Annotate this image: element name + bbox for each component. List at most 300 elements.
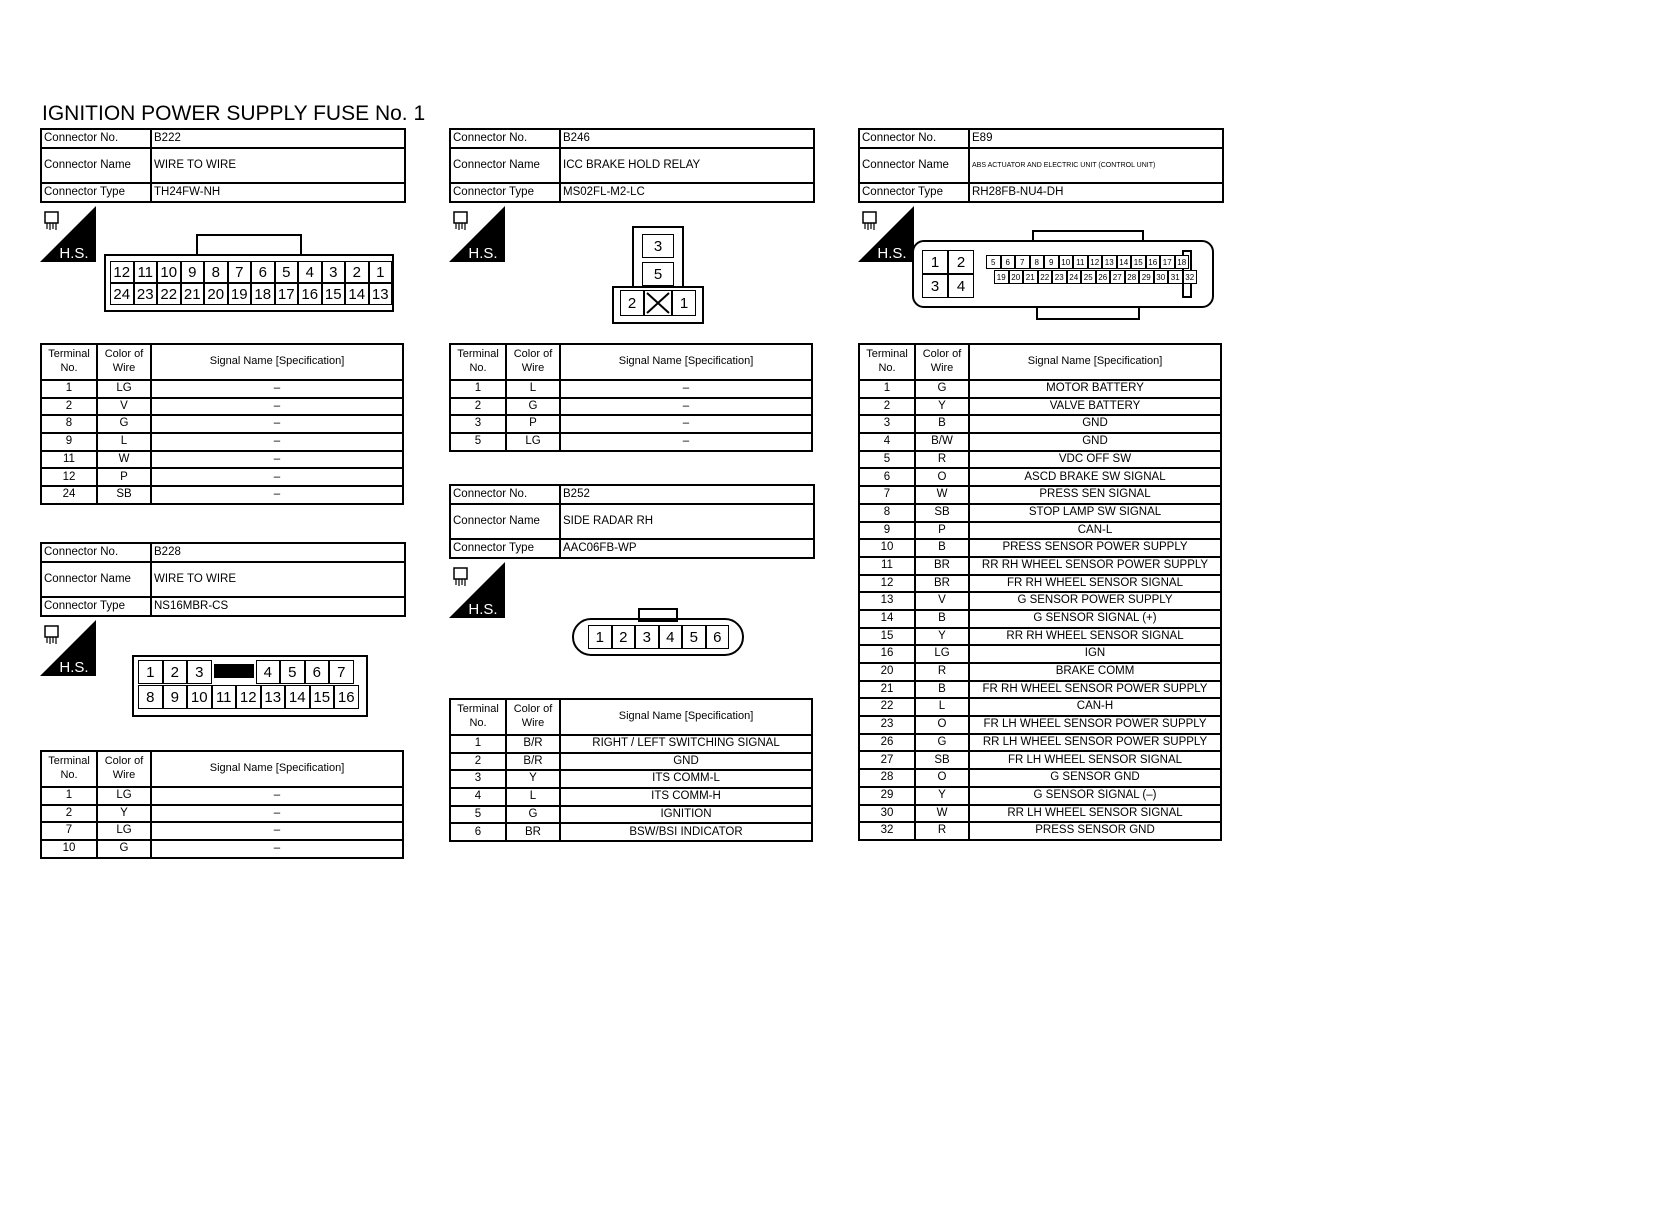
wire-color-cell: P <box>915 522 969 540</box>
wire-color-cell: R <box>915 822 969 840</box>
table-row <box>859 663 1221 681</box>
terminal-no-cell: 1 <box>41 787 97 805</box>
connector-pin: 11 <box>134 261 158 283</box>
label-connector-no: Connector No. <box>41 543 151 562</box>
connector-pin: 12 <box>110 261 134 283</box>
signal-name-cell: – <box>151 380 403 398</box>
table-row <box>859 698 1221 716</box>
connector-info-b228 <box>40 542 406 617</box>
terminal-no-cell: 5 <box>450 806 506 824</box>
harness-side-icon <box>40 620 96 676</box>
wire-color-cell: LG <box>97 787 151 805</box>
harness-side-icon <box>449 562 505 618</box>
signal-name-cell: – <box>151 415 403 433</box>
connector-pin: 26 <box>1096 270 1111 284</box>
header-signal-name: Signal Name [Specification] <box>969 344 1221 380</box>
connector-pin: 9 <box>181 261 205 283</box>
terminal-no-cell: 11 <box>859 557 915 575</box>
wire-color-cell: B/R <box>506 735 560 753</box>
connector-name-value: WIRE TO WIRE <box>151 562 405 597</box>
terminal-no-cell: 9 <box>41 433 97 451</box>
connector-pin: 4 <box>298 261 322 283</box>
connector-no-value: B222 <box>151 129 405 148</box>
wire-color-cell: G <box>97 415 151 433</box>
table-row <box>859 822 1221 840</box>
label-connector-name: Connector Name <box>450 148 560 183</box>
hs-label: H.S. <box>59 245 89 262</box>
table-row <box>41 787 403 805</box>
connector-pin: 23 <box>1052 270 1067 284</box>
wire-color-cell: B <box>915 681 969 699</box>
connector-type-value: RH28FB-NU4-DH <box>969 183 1223 202</box>
table-row <box>41 468 403 486</box>
connector-pin: 30 <box>1154 270 1169 284</box>
connector-pin: 3 <box>322 261 346 283</box>
signal-name-cell: RR LH WHEEL SENSOR POWER SUPPLY <box>969 734 1221 752</box>
connector-pin: 32 <box>1183 270 1198 284</box>
signal-name-cell: – <box>151 822 403 840</box>
pin-cavity-blank <box>214 664 254 678</box>
wire-color-cell: B <box>915 539 969 557</box>
signal-name-cell: – <box>151 787 403 805</box>
connector-pin: 10 <box>1059 255 1074 269</box>
connector-pin: 10 <box>187 685 212 709</box>
connector-pin: 15 <box>1131 255 1146 269</box>
signal-name-cell: – <box>151 451 403 469</box>
table-row <box>450 398 812 416</box>
connector-pin: 11 <box>1073 255 1088 269</box>
connector-housing <box>196 234 302 256</box>
blocked-pin-icon <box>644 290 672 316</box>
label-connector-name: Connector Name <box>859 148 969 183</box>
connector-pin: 15 <box>310 685 335 709</box>
wire-color-cell: G <box>97 840 151 858</box>
wire-color-cell: LG <box>915 645 969 663</box>
table-row <box>41 805 403 823</box>
connector-pin: 5 <box>280 660 305 684</box>
terminal-no-cell: 3 <box>450 415 506 433</box>
wire-color-cell: W <box>97 451 151 469</box>
table-row <box>41 433 403 451</box>
connector-pin: 2 <box>948 250 974 274</box>
wire-color-cell: LG <box>506 433 560 451</box>
connector-pin: 3 <box>635 625 659 649</box>
connector-info-e89 <box>858 128 1224 203</box>
terminal-no-cell: 32 <box>859 822 915 840</box>
terminal-no-cell: 7 <box>859 486 915 504</box>
signal-name-cell: ASCD BRAKE SW SIGNAL <box>969 468 1221 486</box>
connector-pin: 15 <box>322 283 346 305</box>
connector-pin: 3 <box>642 234 674 258</box>
signal-name-cell: – <box>151 398 403 416</box>
connector-pin: 21 <box>1023 270 1038 284</box>
harness-side-icon <box>858 206 914 262</box>
table-row <box>859 504 1221 522</box>
terminal-no-cell: 20 <box>859 663 915 681</box>
connector-pin: 3 <box>922 274 948 298</box>
terminal-no-cell: 26 <box>859 734 915 752</box>
table-row <box>859 380 1221 398</box>
table-row <box>859 398 1221 416</box>
connector-pin: 20 <box>1009 270 1024 284</box>
connector-pin: 6 <box>251 261 275 283</box>
wire-color-cell: B <box>915 415 969 433</box>
terminal-no-cell: 27 <box>859 751 915 769</box>
signal-name-cell: – <box>560 433 812 451</box>
signal-name-cell: IGNITION <box>560 806 812 824</box>
connector-pin: 6 <box>706 625 730 649</box>
connector-pin: 13 <box>369 283 393 305</box>
signal-name-cell: PRESS SENSOR POWER SUPPLY <box>969 539 1221 557</box>
connector-pin: 6 <box>1001 255 1016 269</box>
terminal-no-cell: 2 <box>41 398 97 416</box>
connector-pin: 19 <box>228 283 252 305</box>
wire-color-cell: B/R <box>506 753 560 771</box>
table-row <box>450 806 812 824</box>
connector-info-b222 <box>40 128 406 203</box>
signal-name-cell: VDC OFF SW <box>969 451 1221 469</box>
wire-color-cell: L <box>506 788 560 806</box>
signal-name-cell: RR LH WHEEL SENSOR SIGNAL <box>969 805 1221 823</box>
header-terminal-no: Terminal No. <box>450 344 506 380</box>
connector-type-value: NS16MBR-CS <box>151 597 405 616</box>
terminal-table-b252 <box>449 698 813 842</box>
wire-color-cell: BR <box>915 557 969 575</box>
header-terminal-no: Terminal No. <box>41 344 97 380</box>
label-connector-type: Connector Type <box>859 183 969 202</box>
connector-pin: 7 <box>329 660 354 684</box>
signal-name-cell: GND <box>969 433 1221 451</box>
connector-pin: 4 <box>948 274 974 298</box>
table-row <box>41 822 403 840</box>
table-row <box>859 805 1221 823</box>
wire-color-cell: P <box>506 415 560 433</box>
connector-pin: 16 <box>334 685 359 709</box>
terminal-table-b228 <box>40 750 404 859</box>
table-row <box>41 840 403 858</box>
connector-pin: 13 <box>261 685 286 709</box>
signal-name-cell: RIGHT / LEFT SWITCHING SIGNAL <box>560 735 812 753</box>
table-row <box>859 628 1221 646</box>
connector-pin: 17 <box>275 283 299 305</box>
table-row <box>859 468 1221 486</box>
terminal-no-cell: 5 <box>450 433 506 451</box>
table-row <box>859 769 1221 787</box>
connector-pin: 12 <box>1088 255 1103 269</box>
connector-no-value: B252 <box>560 485 814 504</box>
label-connector-no: Connector No. <box>41 129 151 148</box>
connector-pin: 1 <box>672 290 696 316</box>
connector-pin: 7 <box>1015 255 1030 269</box>
terminal-no-cell: 2 <box>450 398 506 416</box>
connector-face-b246 <box>612 226 704 324</box>
terminal-no-cell: 1 <box>450 735 506 753</box>
signal-name-cell: – <box>560 380 812 398</box>
signal-name-cell: – <box>151 840 403 858</box>
wire-color-cell: B/W <box>915 433 969 451</box>
connector-pin: 9 <box>163 685 188 709</box>
terminal-no-cell: 13 <box>859 592 915 610</box>
connector-pin: 1 <box>922 250 948 274</box>
terminal-no-cell: 6 <box>450 823 506 841</box>
wire-color-cell: O <box>915 468 969 486</box>
signal-name-cell: – <box>151 433 403 451</box>
label-connector-type: Connector Type <box>41 183 151 202</box>
signal-name-cell: STOP LAMP SW SIGNAL <box>969 504 1221 522</box>
table-row <box>859 681 1221 699</box>
table-row <box>859 610 1221 628</box>
terminal-no-cell: 2 <box>450 753 506 771</box>
connector-pin: 29 <box>1139 270 1154 284</box>
wire-color-cell: B <box>915 610 969 628</box>
connector-pin: 14 <box>285 685 310 709</box>
terminal-no-cell: 12 <box>859 575 915 593</box>
table-row <box>859 557 1221 575</box>
table-row <box>41 486 403 504</box>
connector-pin: 8 <box>204 261 228 283</box>
connector-pin: 2 <box>163 660 188 684</box>
connector-pin: 5 <box>275 261 299 283</box>
connector-name-value: WIRE TO WIRE <box>151 148 405 183</box>
wire-color-cell: P <box>97 468 151 486</box>
harness-side-icon <box>449 206 505 262</box>
terminal-no-cell: 1 <box>859 380 915 398</box>
connector-no-value: B228 <box>151 543 405 562</box>
connector-pin: 1 <box>369 261 393 283</box>
table-row <box>450 788 812 806</box>
signal-name-cell: CAN-L <box>969 522 1221 540</box>
label-connector-type: Connector Type <box>450 539 560 558</box>
table-row <box>41 380 403 398</box>
wire-color-cell: BR <box>506 823 560 841</box>
connector-pin: 2 <box>612 625 636 649</box>
header-terminal-no: Terminal No. <box>41 751 97 787</box>
connector-pin: 12 <box>236 685 261 709</box>
connector-pin: 19 <box>994 270 1009 284</box>
connector-pin: 14 <box>1117 255 1132 269</box>
wire-color-cell: Y <box>915 787 969 805</box>
signal-name-cell: RR RH WHEEL SENSOR SIGNAL <box>969 628 1221 646</box>
connector-pin: 5 <box>642 262 674 286</box>
table-row <box>450 380 812 398</box>
signal-name-cell: FR LH WHEEL SENSOR POWER SUPPLY <box>969 716 1221 734</box>
wire-color-cell: LG <box>97 822 151 840</box>
connector-pin: 20 <box>204 283 228 305</box>
label-connector-type: Connector Type <box>41 597 151 616</box>
table-row <box>450 433 812 451</box>
header-signal-name: Signal Name [Specification] <box>151 751 403 787</box>
connector-name-value: ABS ACTUATOR AND ELECTRIC UNIT (CONTROL UNIT) <box>969 148 1223 183</box>
connector-pin: 27 <box>1110 270 1125 284</box>
signal-name-cell: G SENSOR SIGNAL (–) <box>969 787 1221 805</box>
signal-name-cell: – <box>151 486 403 504</box>
connector-pin: 8 <box>138 685 163 709</box>
wire-color-cell: G <box>915 734 969 752</box>
wire-color-cell: O <box>915 769 969 787</box>
signal-name-cell: G SENSOR GND <box>969 769 1221 787</box>
terminal-no-cell: 24 <box>41 486 97 504</box>
connector-pin: 16 <box>1146 255 1161 269</box>
connector-pin: 3 <box>187 660 212 684</box>
signal-name-cell: IGN <box>969 645 1221 663</box>
terminal-no-cell: 22 <box>859 698 915 716</box>
connector-type-value: AAC06FB-WP <box>560 539 814 558</box>
terminal-no-cell: 10 <box>859 539 915 557</box>
connector-name-value: SIDE RADAR RH <box>560 504 814 539</box>
label-connector-name: Connector Name <box>41 562 151 597</box>
table-row <box>859 575 1221 593</box>
table-row <box>859 451 1221 469</box>
signal-name-cell: GND <box>969 415 1221 433</box>
header-color-of-wire: Color of Wire <box>506 699 560 735</box>
table-row <box>41 451 403 469</box>
wire-color-cell: Y <box>915 398 969 416</box>
table-row <box>859 787 1221 805</box>
connector-pin: 21 <box>181 283 205 305</box>
table-row <box>859 592 1221 610</box>
terminal-no-cell: 29 <box>859 787 915 805</box>
connector-pin: 5 <box>986 255 1001 269</box>
harness-side-icon <box>40 206 96 262</box>
table-row <box>859 433 1221 451</box>
wire-color-cell: R <box>915 663 969 681</box>
hs-label: H.S. <box>877 245 907 262</box>
hs-label: H.S. <box>59 659 89 676</box>
signal-name-cell: FR RH WHEEL SENSOR POWER SUPPLY <box>969 681 1221 699</box>
terminal-no-cell: 11 <box>41 451 97 469</box>
terminal-no-cell: 8 <box>859 504 915 522</box>
connector-name-value: ICC BRAKE HOLD RELAY <box>560 148 814 183</box>
connector-type-value: MS02FL-M2-LC <box>560 183 814 202</box>
terminal-table-b222 <box>40 343 404 505</box>
table-row <box>450 415 812 433</box>
terminal-no-cell: 30 <box>859 805 915 823</box>
wire-color-cell: O <box>915 716 969 734</box>
wire-color-cell: G <box>915 380 969 398</box>
connector-pin: 8 <box>1030 255 1045 269</box>
label-connector-name: Connector Name <box>41 148 151 183</box>
wire-color-cell: L <box>97 433 151 451</box>
terminal-no-cell: 14 <box>859 610 915 628</box>
connector-pin: 23 <box>134 283 158 305</box>
label-connector-type: Connector Type <box>450 183 560 202</box>
wire-color-cell: G <box>506 398 560 416</box>
terminal-no-cell: 7 <box>41 822 97 840</box>
table-row <box>41 415 403 433</box>
signal-name-cell: FR LH WHEEL SENSOR SIGNAL <box>969 751 1221 769</box>
table-row <box>859 734 1221 752</box>
terminal-no-cell: 3 <box>450 770 506 788</box>
terminal-no-cell: 2 <box>41 805 97 823</box>
connector-type-value: TH24FW-NH <box>151 183 405 202</box>
connector-pin: 4 <box>256 660 281 684</box>
connector-pin: 18 <box>1175 255 1190 269</box>
label-connector-no: Connector No. <box>859 129 969 148</box>
terminal-no-cell: 5 <box>859 451 915 469</box>
header-color-of-wire: Color of Wire <box>915 344 969 380</box>
connector-pin: 31 <box>1168 270 1183 284</box>
signal-name-cell: PRESS SENSOR GND <box>969 822 1221 840</box>
connector-pin: 25 <box>1081 270 1096 284</box>
connector-pin: 6 <box>305 660 330 684</box>
signal-name-cell: GND <box>560 753 812 771</box>
signal-name-cell: ITS COMM-L <box>560 770 812 788</box>
connector-no-value: B246 <box>560 129 814 148</box>
wire-color-cell: V <box>97 398 151 416</box>
wire-color-cell: Y <box>915 628 969 646</box>
terminal-no-cell: 1 <box>450 380 506 398</box>
connector-pin: 1 <box>138 660 163 684</box>
wire-color-cell: V <box>915 592 969 610</box>
terminal-no-cell: 4 <box>450 788 506 806</box>
wire-color-cell: W <box>915 486 969 504</box>
wire-color-cell: Y <box>506 770 560 788</box>
terminal-no-cell: 10 <box>41 840 97 858</box>
terminal-no-cell: 28 <box>859 769 915 787</box>
connector-face-e89 <box>912 230 1214 320</box>
table-row <box>450 753 812 771</box>
table-row <box>450 770 812 788</box>
connector-pin: 24 <box>1067 270 1082 284</box>
header-signal-name: Signal Name [Specification] <box>560 344 812 380</box>
connector-pin: 22 <box>1038 270 1053 284</box>
wire-color-cell: L <box>915 698 969 716</box>
signal-name-cell: G SENSOR SIGNAL (+) <box>969 610 1221 628</box>
header-color-of-wire: Color of Wire <box>506 344 560 380</box>
header-color-of-wire: Color of Wire <box>97 344 151 380</box>
wire-color-cell: SB <box>915 504 969 522</box>
connector-pin: 4 <box>659 625 683 649</box>
connector-pin: 5 <box>682 625 706 649</box>
terminal-no-cell: 12 <box>41 468 97 486</box>
signal-name-cell: – <box>151 468 403 486</box>
signal-name-cell: – <box>560 415 812 433</box>
connector-housing <box>1036 306 1140 320</box>
terminal-no-cell: 21 <box>859 681 915 699</box>
signal-name-cell: BSW/BSI INDICATOR <box>560 823 812 841</box>
connector-no-value: E89 <box>969 129 1223 148</box>
terminal-no-cell: 3 <box>859 415 915 433</box>
terminal-table-e89 <box>858 343 1222 841</box>
table-row <box>859 751 1221 769</box>
connector-pin: 11 <box>212 685 237 709</box>
connector-pin: 13 <box>1102 255 1117 269</box>
signal-name-cell: PRESS SEN SIGNAL <box>969 486 1221 504</box>
table-row <box>859 539 1221 557</box>
connector-pin: 1 <box>588 625 612 649</box>
wire-color-cell: SB <box>97 486 151 504</box>
connector-pin: 22 <box>157 283 181 305</box>
signal-name-cell: – <box>560 398 812 416</box>
connector-pin: 7 <box>228 261 252 283</box>
connector-face-b228 <box>132 655 368 717</box>
label-connector-no: Connector No. <box>450 485 560 504</box>
connector-pin: 17 <box>1160 255 1175 269</box>
signal-name-cell: RR RH WHEEL SENSOR POWER SUPPLY <box>969 557 1221 575</box>
wire-color-cell: Y <box>97 805 151 823</box>
table-row <box>859 645 1221 663</box>
header-signal-name: Signal Name [Specification] <box>560 699 812 735</box>
terminal-no-cell: 9 <box>859 522 915 540</box>
terminal-no-cell: 15 <box>859 628 915 646</box>
header-signal-name: Signal Name [Specification] <box>151 344 403 380</box>
connector-face-b252 <box>572 608 744 656</box>
connector-pin: 24 <box>110 283 134 305</box>
connector-pin: 2 <box>620 290 644 316</box>
terminal-no-cell: 1 <box>41 380 97 398</box>
connector-info-b246 <box>449 128 815 203</box>
label-connector-no: Connector No. <box>450 129 560 148</box>
